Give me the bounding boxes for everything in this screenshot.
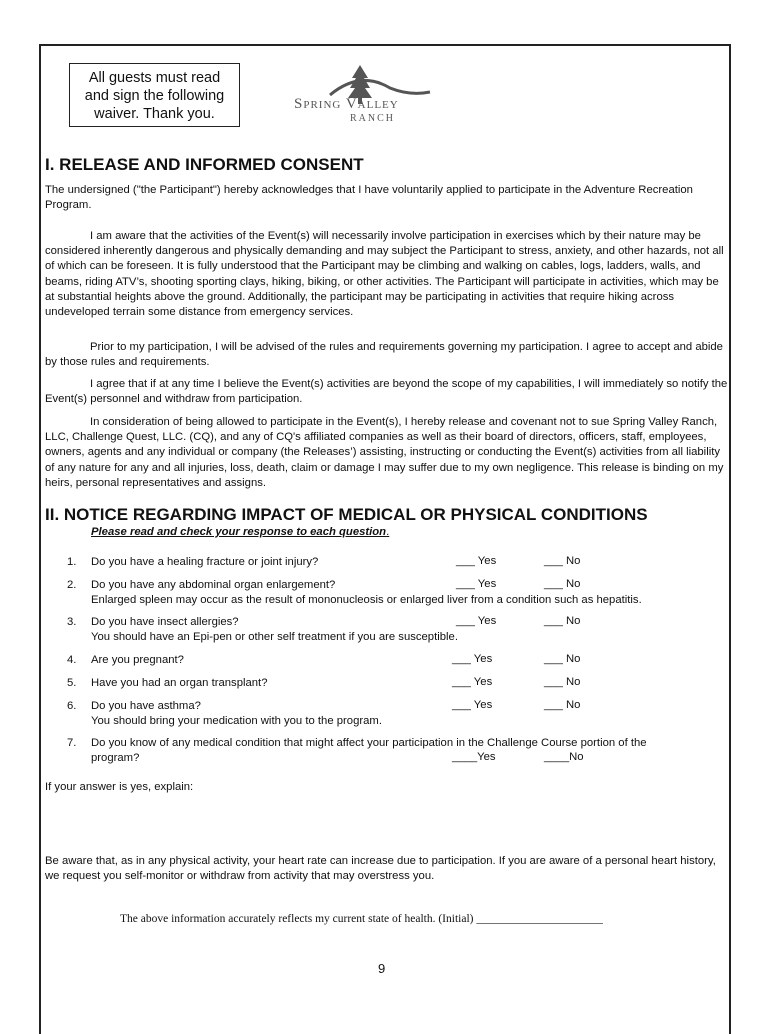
question-7-number: 7.	[67, 737, 77, 749]
section-1-para-1: The undersigned ("the Participant") hereby acknowledges that I have voluntarily applied to participate in the Adventure Recreation Program.	[45, 184, 693, 212]
question-7-text: Do you know of any medical condition that might affect your participation in the Challenge Course portion of the	[91, 737, 647, 749]
guest-notice-box	[69, 63, 240, 127]
section-1-heading: I. RELEASE AND INFORMED CONSENT	[45, 155, 364, 174]
question-3-text: Do you have insect allergies?	[91, 616, 239, 628]
notice-line-3: waiver. Thank you.	[94, 106, 215, 122]
question-5-number: 5.	[67, 677, 77, 689]
question-4-yes[interactable]: ___ Yes	[452, 653, 493, 665]
question-6-no[interactable]: ___ No	[544, 699, 581, 711]
initial-line[interactable]: The above information accurately reflects my current state of health. (Initial) ______________________	[120, 913, 603, 925]
question-2-no[interactable]: ___ No	[544, 578, 581, 590]
question-5-text: Have you had an organ transplant?	[91, 677, 268, 689]
question-7-yes[interactable]: ____Yes	[452, 751, 496, 763]
question-5-yes[interactable]: ___ Yes	[452, 676, 493, 688]
logo-word-ranch: RANCH	[350, 113, 396, 124]
question-3-note: You should have an Epi-pen or other self treatment if you are susceptible.	[91, 631, 458, 643]
notice-line-1: All guests must read	[88, 70, 221, 86]
question-1-no[interactable]: ___ No	[544, 555, 581, 567]
question-4-number: 4.	[67, 654, 77, 666]
question-6-yes[interactable]: ___ Yes	[452, 699, 493, 711]
question-5-no[interactable]: ___ No	[544, 676, 581, 688]
logo-word-spring-valley: Spring Valley	[294, 96, 399, 112]
question-1-text: Do you have a healing fracture or joint injury?	[91, 556, 319, 568]
spring-valley-logo	[290, 60, 440, 130]
question-7-text-cont: program?	[91, 752, 140, 764]
question-2-yes[interactable]: ___ Yes	[456, 578, 497, 590]
explain-prompt: If your answer is yes, explain:	[45, 781, 194, 793]
section-1-para-3: Prior to my participation, I will be advised of the rules and requirements governing my participation. I agree to accept and abide by those rules and requirements.	[45, 341, 723, 369]
question-1-yes[interactable]: ___ Yes	[456, 555, 497, 567]
question-2-number: 2.	[67, 579, 77, 591]
question-2-text: Do you have any abdominal organ enlargement?	[91, 579, 336, 591]
page-number: 9	[378, 961, 386, 976]
question-6-number: 6.	[67, 700, 77, 712]
question-3-number: 3.	[67, 616, 77, 628]
notice-line-2: and sign the following	[84, 88, 225, 104]
section-1-para-4: I agree that if at any time I believe the Event(s) activities are beyond the scope of my capabilities, I will immediately so notify the Event(s) personnel and withdraw from participation.	[45, 378, 728, 406]
question-3-no[interactable]: ___ No	[544, 615, 581, 627]
heart-notice: Be aware that, as in any physical activity, your heart rate can increase due to participation. If you are aware of a personal heart history, we request you self-monitor or withdraw from activity that may overstress you.	[45, 855, 716, 883]
question-6-text: Do you have asthma?	[91, 700, 201, 712]
question-6-note: You should bring your medication with you to the program.	[91, 715, 382, 727]
question-1-number: 1.	[67, 556, 77, 568]
section-2-heading: II. NOTICE REGARDING IMPACT OF MEDICAL OR PHYSICAL CONDITIONS	[45, 505, 648, 524]
section-2-instruction: Please read and check your response to each question.	[91, 526, 390, 538]
question-3-yes[interactable]: ___ Yes	[456, 615, 497, 627]
section-1-para-2: I am aware that the activities of the Event(s) will necessarily involve participation in exercises which by their nature may be considered inherently dangerous and physically demanding and may subject the Participant to stress, anxiety, and other hazards, not all of which can be foreseen. It is fully understood that the Participant may be climbing and walking on cables, logs, ladders, walls, and beams, riding ATV’s, shooting sporting clays, hiking, biking, or other activities. The Participant will participate in activities, which may be at substantial heights above the ground. Additionally, the participant may be participating in activities that require hiking across undeveloped terrain some distance from emergency services.	[45, 230, 724, 319]
question-4-text: Are you pregnant?	[91, 654, 184, 666]
section-1-para-5: In consideration of being allowed to participate in the Event(s), I hereby release and covenant not to sue Spring Valley Ranch, LLC, Challenge Quest, LLC. (CQ), and any of CQ's affiliated companies as well as their board of directors, officers, staff, employees, owners, agents and any individual or company (the Releases’) assisting, instructing or conducting the Event(s) activities from all liability of any nature for any and all injuries, loss, death, claim or damage I may suffer due to my own negligence. This release is binding on my heirs, personal representatives and assigns.	[45, 416, 724, 489]
question-7-no[interactable]: ____No	[544, 751, 584, 763]
question-2-note: Enlarged spleen may occur as the result of mononucleosis or enlarged liver from a condition such as hepatitis.	[91, 594, 642, 606]
question-4-no[interactable]: ___ No	[544, 653, 581, 665]
